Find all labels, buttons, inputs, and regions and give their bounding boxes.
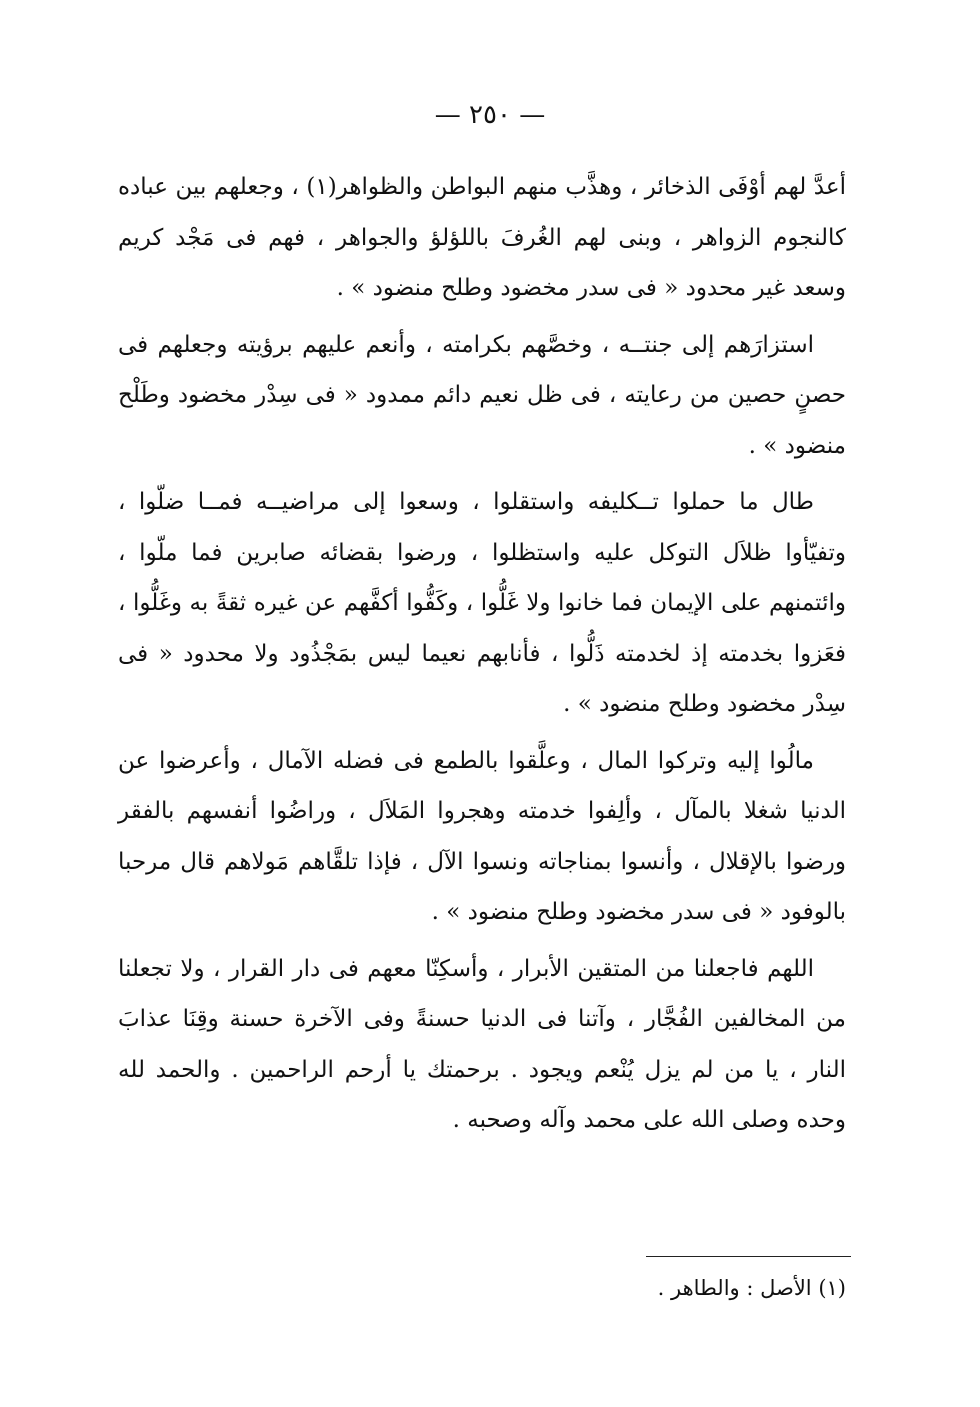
paragraph-2: استزارَهم إلى جنتــه ، وخصَّهم بكرامته ، وأنعم عليهم برؤيته وجعلهم فى حصنٍ حصين من رعايته ، فى ظل نعيم دائم ممدود « فى سِدْر مخضود وطَلْح منضود » . [118,331,846,459]
main-text [118,162,846,1152]
paragraph-5: اللهم فاجعلنا من المتقين الأبرار ، وأسكِنّا معهم فى دار القرار ، ولا تجعلنا من المخالفين الفُجَّار ، وآتنا فى الدنيا حسنةً وفى الآخرة حسنة وقِنَا عذابَ النار ، يا من لم يزل يُنْعم ويجود . برحمتك يا أرحم الراحمين . والحمد لله وحده وصلى الله على محمد وآله وصحبه . [118,955,846,1133]
footnote-divider [646,1256,851,1257]
paragraph-3: طال ما حملوا تــكليفه واستقلوا ، وسعوا إلى مراضيــه فمــا ضلّوا ، وتفيّأوا ظلاَل التوكل عليه واستظلوا ، ورضوا بقضائه صابرين فما ملّوا ، وائتمنهم على الإيمان فما خانوا ولا غَلُّوا ، وكَفُّوا أكفَّهم عن غيره ثقةً به وغَلُّوا ، فعَزوا بخدمته إذ لخدمته ذَلُّوا ، فأنابهم نعيما ليس بمَجْذُود ولا محدود « فى سِدْر مخضود وطلح منضود » . [118,489,846,717]
footnote: (١) الأصل : والطاهر . [657,1276,846,1300]
paragraph-4: مالُوا إليه وتركوا المال ، وعلَّقوا بالطمع فى فضله الآمال ، وأعرضوا عن الدنيا شغلا بالمآل ، وألِفوا خدمته وهجروا المَلاَل ، وراضُوا أنفسهم بالفقر ورضوا بالإقلال ، وأنسوا بمناجاته ونسوا الآل ، فإذا تلقَّاهم مَولاهم قال مرحبا بالوفود « فى سدر مخضود وطلح منضود » . [118,747,846,925]
paragraph-1: أعدَّ لهم أوْفَى الذخائر ، وهذَّب منهم البواطن والظواهر(١) ، وجعلهم بين عباده كالنجوم الزواهر ، وبنى لهم الغُرفَ باللؤلؤ والجواهر ، فهم فى مَجْد كريم وسعد غير محدود « فى سدر مخضود وطلح منضود » . [118,174,846,301]
page-number: — ٢٥٠ — [434,100,546,130]
